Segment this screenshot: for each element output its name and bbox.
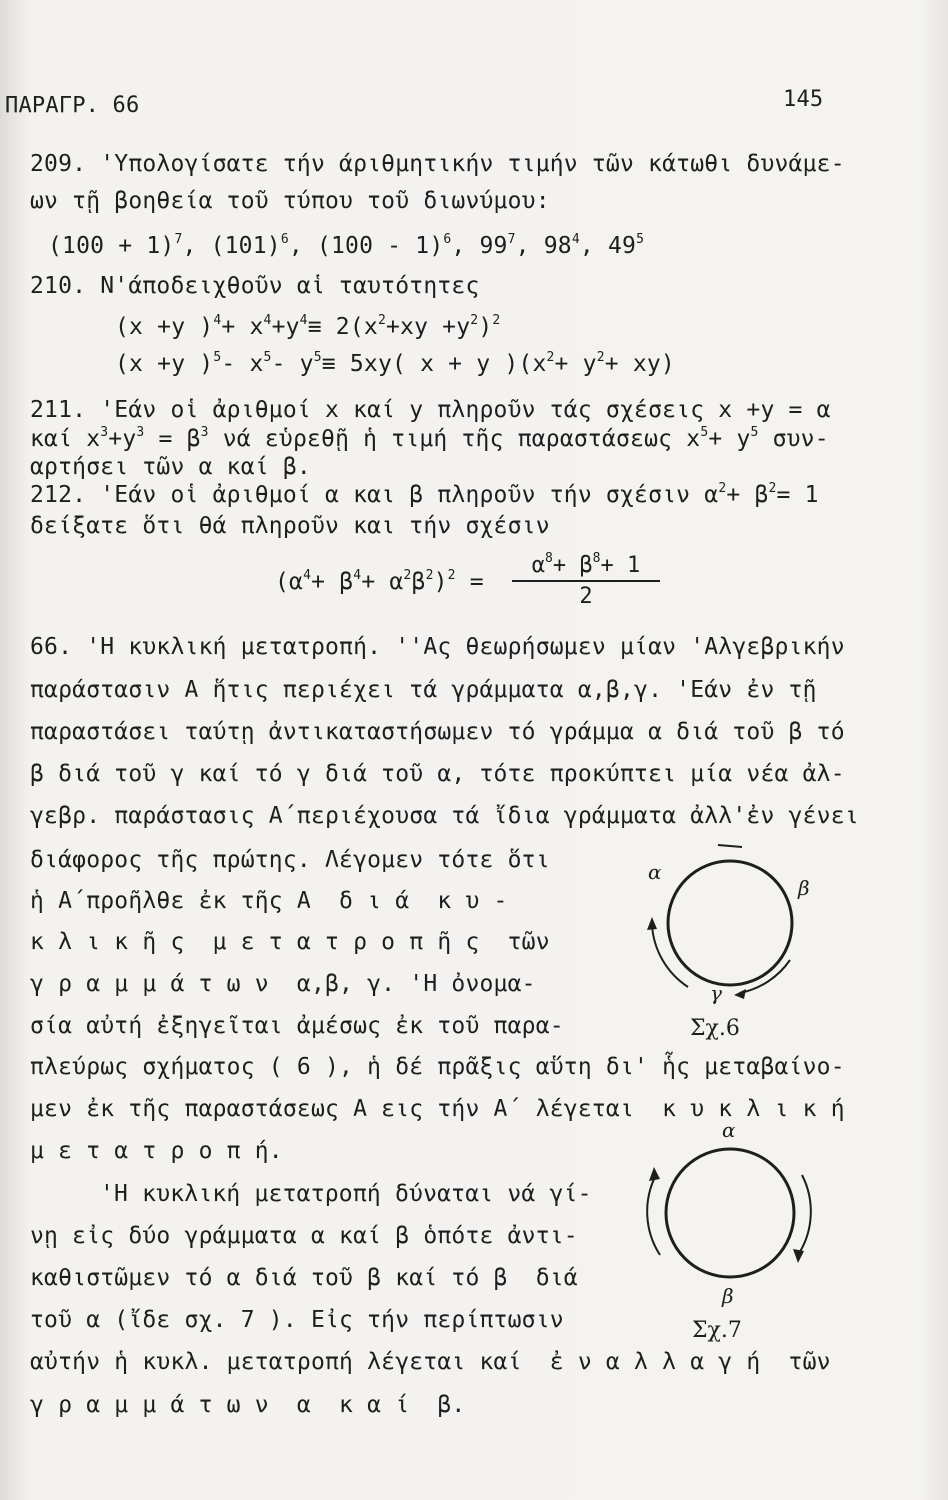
sec66-line7: ἡ Α΄προῆλθε ἐκ τῆς Α δ ι ά κ υ - [30,888,508,914]
sec66-line3: παραστάσει ταύτῃ ἀντικαταστήσωμεν τό γράμμα α διά τοῦ β τό [30,719,845,745]
fig6-label-beta: β [798,876,810,900]
ex212-lhs: $(\alpha^4+ \beta^4+ \alpha^2\beta^2)^2$ = [275,568,484,595]
fig6-arrow-top [718,845,742,847]
sec66-line18: αὐτήν ἡ κυκλ. μετατροπή λέγεται καί ἐ ν α λ λ α γ ή τῶν [30,1349,831,1375]
fig6-arrowhead-right [734,989,746,999]
ex210-identity2: (x +y )$^5$- $x^5-$ $y^5\equiv 5xy$( x + y )$(x^2+ y^2+ xy)$ [115,350,675,377]
fig7-label-beta: β [722,1284,734,1308]
fraction-bar [512,580,660,582]
fig6-arrowhead-left [647,917,657,930]
sec66-line14: 'Η κυκλική μετατροπή δύναται νά γί- [100,1181,592,1207]
fig7-arrow-right [798,1175,811,1255]
sec66-line11: πλεύρως σχήματος ( 6 ), ἡ δέ πρᾶξις αὕτη δι' ἧς μεταβαίνο- [30,1054,845,1080]
fig7-label-alpha: α [722,1118,736,1142]
fig7-circle [666,1149,794,1277]
sec66-line6: διάφορος τῆς πρώτης. Λέγομεν τότε ὅτι [30,847,550,873]
ex211-line2: καί $x^3+y^3 = \beta^3$ νά εὑρεθῇ ἡ τιμή τῆς παραστάσεως $x^5+ y^5$ συν- [30,425,829,452]
fraction-denominator: 2 [579,584,593,609]
sec66-line12: μεν ἐκ τῆς παραστάσεως Α εις τήν Α΄ λέγεται κ υ κ λ ι κ ή [30,1096,845,1122]
sec66-line9: γ ρ α μ μ ά τ ω ν α,β, γ. 'Η ὀνομα- [30,971,536,997]
figure-6-cycle-diagram [630,835,830,1045]
ex210-line1: 210. Ν'άποδειχθοῦν αἱ ταυτότητες [30,273,480,299]
ex212-fraction [512,553,660,609]
sec66-line2: παράστασιν Α ἥτις περιέχει τά γράμματα α,β,γ. 'Εάν ἐν τῇ [30,677,817,703]
sec66-line16: καθιστῶμεν τό α διά τοῦ β καί τό β διά [30,1265,578,1291]
ex212-line1: 212. 'Εάν οἱ ἀριθμοί α και β πληροῦν τήν σχέσιν $\alpha^2+ \beta^2= 1$ [30,481,819,508]
fig6-arrow-right [740,960,790,993]
sec66-line8: κ λ ι κ ῆ ς μ ε τ α τ ρ ο π ῆ ς τῶν [30,929,550,955]
fraction-numerator: $\alpha^8+ \beta^8+ 1$ [531,551,641,578]
ex209-line1: 209. 'Υπολογίσατε τήν άριθμητικήν τιμήν τῶν κάτωθι δυνάμε- [30,151,845,177]
ex211-line3: αρτήσει τῶν α καί β. [30,454,311,480]
fig6-caption: Σχ.6 [690,1016,740,1041]
sec66-line4: β διά τοῦ γ καί τό γ διά τοῦ α, τότε προκύπτει μία νέα ἀλ- [30,761,845,787]
fig7-arrow-left [647,1175,660,1255]
fig7-arrowhead-left [649,1167,660,1181]
ex209-line2: ων τῇ βοηθεία τοῦ τύπου τοῦ διωνύμου: [30,188,550,214]
sec66-line5: γεβρ. παράστασις Α΄περιέχουσα τά ἴδια γράμματα ἀλλ'ἐν γένει [30,803,859,829]
ex211-line1: 211. 'Εάν οἱ ἀριθμοί x καί y πληροῦν τάς σχέσεις x +y = α [30,397,831,423]
fig6-label-alpha: α [648,860,662,884]
fig7-arrowhead-right [793,1249,804,1263]
sec66-line15: νῃ εἰς δύο γράμματα α καί β ὁπότε ἀντι- [30,1223,578,1249]
figure-7-swap-diagram [630,1115,830,1355]
fig6-circle [668,861,792,985]
sec66-line19: γ ρ α μ μ ά τ ω ν α κ α ί β. [30,1392,466,1418]
ex210-identity1: (x +y )$^4+ x^4+y^4\equiv 2(x^2+xy +y^2)^2$ [115,313,501,340]
ex209-powers: $(100 + 1)^7$, $(101)^6$, (100 - 1)$^6$, $99^7$, $98^4$, $49^5$ [48,232,645,259]
ex212-line2: δείξατε ὅτι θά πληροῦν και τήν σχέσιν [30,513,550,539]
sec66-line1: 66. 'Η κυκλική μετατροπή. ''Ας θεωρήσωμεν μίαν 'Αλγεβρικήν [30,634,845,660]
fig7-caption: Σχ.7 [692,1318,742,1343]
sec66-line13: μ ε τ α τ ρ ο π ή. [30,1138,283,1164]
sec66-line10: σία αὐτή ἐξηγεῖται ἀμέσως ἐκ τοῦ παρα- [30,1013,564,1039]
fig6-label-gamma: γ [710,981,722,1005]
sec66-line17: τοῦ α (ἴδε σχ. 7 ). Εἰς τήν περίπτωσιν [30,1307,564,1333]
section-header: ΠΑΡΑΓΡ. 66 [5,93,140,118]
page-number: 145 [783,87,824,112]
